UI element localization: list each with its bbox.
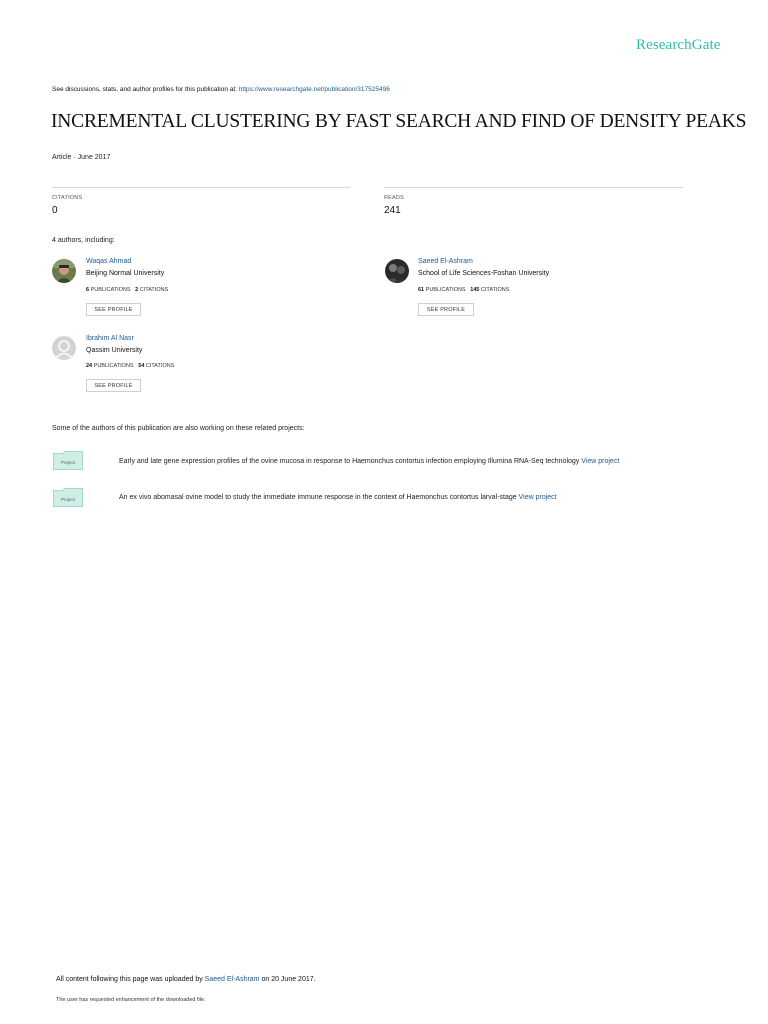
- citations-label: CITATIONS: [52, 195, 83, 201]
- project-icon-label: Project: [61, 497, 76, 502]
- citations-label: CITATIONS: [145, 363, 175, 369]
- author-institution: School of Life Sciences-Foshan University: [418, 270, 550, 277]
- project-item: [119, 494, 557, 501]
- enhancement-notice: The user has requested enhancement of the downloaded file.: [56, 997, 206, 1003]
- author-name[interactable]: Ibrahim Al Nasr: [86, 335, 134, 342]
- project-title: An ex vivo abomasal ovine model to study the immediate immune response in the context of Haemonchus contortus larval-stage: [119, 494, 519, 501]
- upload-notice: [56, 976, 316, 983]
- reads-divider: [384, 187, 683, 188]
- article-meta: Article · June 2017: [52, 154, 111, 161]
- reads-value: 241: [384, 205, 401, 216]
- author-name[interactable]: Saeed El-Ashram: [418, 258, 473, 265]
- citations-value: 0: [52, 205, 58, 216]
- author-photo-icon: [52, 259, 76, 283]
- paper-title: INCREMENTAL CLUSTERING BY FAST SEARCH AND FIND OF DENSITY PEAKS: [51, 111, 747, 132]
- discussion-text: See discussions, stats, and author profiles for this publication at:: [52, 86, 239, 93]
- publications-label: PUBLICATIONS: [425, 287, 466, 293]
- publication-link[interactable]: https://www.researchgate.net/publication/317525496: [238, 86, 390, 93]
- upload-prefix: All content following this page was uploaded by: [56, 976, 205, 983]
- author-name[interactable]: Waqas Ahmad: [86, 258, 132, 265]
- upload-suffix: on 20 June 2017.: [259, 976, 316, 983]
- author-stats: [86, 363, 174, 369]
- researchgate-logo[interactable]: ResearchGate: [636, 37, 721, 53]
- project-title: Early and late gene expression profiles of the ovine mucosa in response to Haemonchus contortus infection employing Illumina RNA-Seq technology: [119, 458, 582, 465]
- author-photo-icon: [385, 259, 409, 283]
- publications-count: 6: [86, 287, 90, 293]
- avatar[interactable]: [52, 259, 76, 283]
- author-stats: [418, 287, 509, 293]
- publications-label: PUBLICATIONS: [90, 287, 131, 293]
- default-user-icon: [52, 336, 76, 360]
- author-institution: Beijing Normal University: [86, 270, 165, 277]
- avatar[interactable]: [385, 259, 409, 283]
- view-project-link[interactable]: View project: [581, 458, 620, 465]
- project-icon-label: Project: [61, 460, 76, 465]
- project-folder-icon[interactable]: [53, 488, 83, 507]
- citations-divider: [52, 187, 350, 188]
- related-projects-heading: Some of the authors of this publication are also working on these related projects:: [52, 425, 305, 432]
- author-institution: Qassim University: [86, 347, 143, 354]
- citations-label: CITATIONS: [480, 287, 510, 293]
- publications-label: PUBLICATIONS: [93, 363, 134, 369]
- authors-heading: 4 authors, including:: [52, 237, 115, 244]
- publications-count: 24: [86, 363, 93, 369]
- discussion-notice: [52, 86, 390, 93]
- avatar[interactable]: [52, 336, 76, 360]
- uploader-link[interactable]: Saeed El-Ashram: [204, 976, 260, 983]
- citations-count: 145: [470, 287, 480, 293]
- view-project-link[interactable]: View project: [518, 494, 557, 501]
- author-stats: [86, 287, 168, 293]
- citations-count: 2: [135, 287, 139, 293]
- see-profile-button[interactable]: SEE PROFILE: [418, 303, 474, 316]
- citations-label: CITATIONS: [139, 287, 169, 293]
- reads-label: READS: [384, 195, 404, 201]
- see-profile-button[interactable]: SEE PROFILE: [86, 379, 141, 392]
- see-profile-button[interactable]: SEE PROFILE: [86, 303, 141, 316]
- citations-count: 54: [138, 363, 145, 369]
- project-item: [119, 458, 619, 465]
- publications-count: 61: [418, 287, 425, 293]
- project-folder-icon[interactable]: [53, 451, 83, 470]
